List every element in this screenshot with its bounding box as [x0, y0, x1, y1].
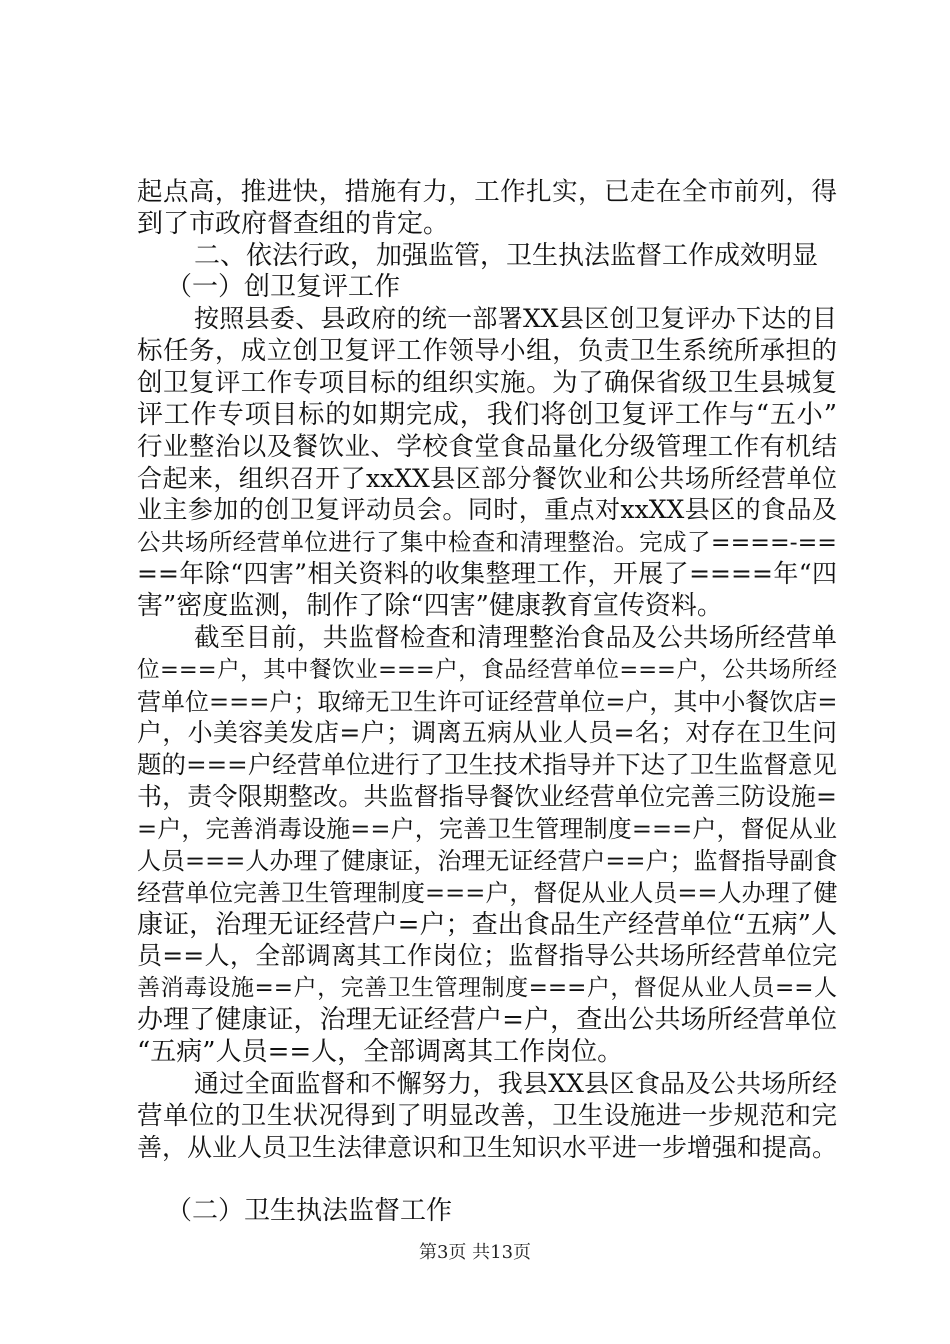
text-line: =户，完善消毒设施==户，完善卫生管理制度===户，督促从业	[137, 815, 837, 843]
text-line: 标任务，成立创卫复评工作领导小组，负责卫生系统所承担的	[137, 336, 837, 366]
subsection-heading: （一）创卫复评工作	[166, 272, 401, 302]
text-line: 评工作专项目标的如期完成，我们将创卫复评工作与“五小”	[137, 400, 837, 430]
text-line: 办理了健康证，治理无证经营户=户，查出公共场所经营单位	[137, 1005, 837, 1035]
text-line: 人员===人办理了健康证，治理无证经营户==户；监督指导副食	[137, 847, 838, 875]
text-line: 起点高，推进快，措施有力，工作扎实，已走在全市前列，得	[137, 177, 837, 207]
text-line: 行业整治以及餐饮业、学校食堂食品量化分级管理工作有机结	[137, 432, 837, 462]
text-line: 善，从业人员卫生法律意识和卫生知识水平进一步增强和提高。	[137, 1133, 838, 1162]
text-line: 康证，治理无证经营户=户；查出食品生产经营单位“五病”人	[137, 910, 837, 940]
text-line: 经营单位完善卫生管理制度===户，督促从业人员==人办理了健	[137, 879, 838, 907]
text-line: 营单位的卫生状况得到了明显改善，卫生设施进一步规范和完	[137, 1101, 837, 1131]
text-line: 截至目前，共监督检查和清理整治食品及公共场所经营单	[194, 623, 837, 653]
text-line: 户，小美容美发店=户；调离五病从业人员=名；对存在卫生问	[137, 718, 837, 747]
text-line: 位===户，其中餐饮业===户，食品经营单位===户，公共场所经	[137, 657, 837, 683]
text-line: ==年除“四害”相关资料的收集整理工作，开展了====年“四	[137, 559, 837, 588]
text-line: 到了市政府督查组的肯定。	[137, 209, 450, 239]
text-line: 害”密度监测，制作了除“四害”健康教育宣传资料。	[137, 591, 723, 621]
text-line: 营单位===户；取缔无卫生许可证经营单位=户，其中小餐饮店=	[137, 688, 838, 716]
section-heading: 二、依法行政，加强监管，卫生执法监督工作成效明显	[194, 241, 819, 271]
page-number: 第3页 共13页	[418, 1242, 532, 1263]
subsection-heading: （二）卫生执法监督工作	[166, 1196, 453, 1226]
text-line: 善消毒设施==户，完善卫生管理制度===户，督促从业人员==人	[137, 975, 837, 1001]
text-line: 按照县委、县政府的统一部署XX县区创卫复评办下达的目	[194, 304, 837, 333]
text-line: 题的===户经营单位进行了卫生技术指导并下达了卫生监督意见	[137, 750, 837, 779]
text-line: 员==人，全部调离其工作岗位；监督指导公共场所经营单位完	[137, 941, 837, 970]
text-line: 合起来，组织召开了xxXX县区部分餐饮业和公共场所经营单位	[137, 464, 837, 493]
text-line: 业主参加的创卫复评动员会。同时，重点对xxXX县区的食品及	[137, 495, 837, 524]
text-line: 公共场所经营单位进行了集中检查和清理整治。完成了====-==	[137, 528, 837, 556]
text-line: 创卫复评工作专项目标的组织实施。为了确保省级卫生县城复	[137, 368, 837, 398]
text-line: 书，责令限期整改。共监督指导餐饮业经营单位完善三防设施=	[137, 782, 837, 811]
text-line: “五病”人员==人，全部调离其工作岗位。	[137, 1037, 624, 1067]
text-line: 通过全面监督和不懈努力，我县XX县区食品及公共场所经	[194, 1069, 837, 1098]
